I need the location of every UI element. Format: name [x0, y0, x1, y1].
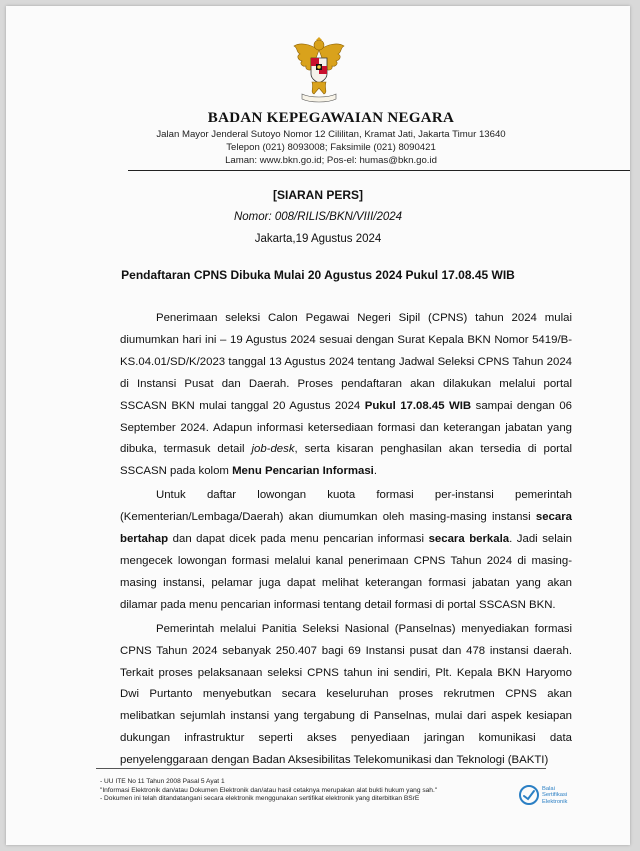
agency-web: Laman: www.bkn.go.id; Pos-el: humas@bkn.go.id — [225, 155, 437, 166]
agency-name: BADAN KEPEGAWAIAN NEGARA — [207, 110, 455, 126]
paragraph-2 — [120, 485, 572, 616]
p2-text: Untuk daftar lowongan kuota formasi per-instansi pemerintah (Kementerian/Lembaga/Daerah) akan diumumkan oleh masing-masing instansi — [120, 489, 572, 524]
footer-signature-note: - Dokumen ini telah ditandatangani secara elektronik menggunakan sertifikat elektronik yang diterbitkan BSrE — [100, 795, 420, 803]
footer-divider — [96, 768, 546, 769]
garuda-emblem-icon — [292, 36, 346, 106]
press-release-date: Jakarta,19 Agustus 2024 — [254, 233, 382, 245]
press-release-title: [SIARAN PERS] — [272, 188, 363, 202]
bsre-icon — [518, 784, 540, 806]
p2-text-3: . Jadi selain mengecek lowongan formasi melalui kanal penerimaan CPNS Tahun 2024 di masing-masing instansi, pelamar juga dapat melihat keterangan formasi jabatan yang akan dilamar pada menu pencarian informasi tentang detail formasi di portal SSCASN BKN. — [120, 533, 572, 611]
p1-text-3: , serta kisaran penghasilan akan tersedia di portal SSCASN pada kolom — [120, 443, 572, 478]
p1-bold-time: Pukul 17.08.45 WIB — [364, 399, 472, 412]
paragraph-1 — [120, 308, 572, 483]
p2-text-2: dan dapat dicek pada menu pencarian informasi — [168, 533, 429, 546]
footer-note — [100, 778, 510, 804]
p1-text: Penerimaan seleksi Calon Pegawai Negeri Sipil (CPNS) tahun 2024 mulai diumumkan hari ini – 19 Agustus 2024 sesuai dengan Surat Kepala BKN Nomor 5419/B-KS.04.01/SD/K/2023 tanggal 13 Agustus 2024 tentang Jadwal Seleksi CPNS Tahun 2024 di Instansi Pusat dan Daerah. Proses pendaftaran akan dilakukan melalui portal SSCASN BKN mulai tanggal 20 Agustus 2024 — [120, 312, 572, 412]
bsre-label: Balai Sertifikasi Elektronik — [542, 786, 568, 805]
p2-bold-bertahap: secara bertahap — [120, 511, 572, 546]
paragraph-3: Pemerintah melalui Panitia Seleksi Nasional (Panselnas) menyediakan formasi CPNS Tahun 2024 sebanyak 250.407 bagi 69 Instansi pusat dan 478 instansi daerah. Terkait proses pelaksanaan seleksi CPNS tahun ini sendiri, Plt. Kepala BKN Haryomo Dwi Purtanto menyebutkan secara keseluruhan proses rekrutmen CPNS akan melibatkan sejumlah instansi yang tergabung di Panselnas, mulai dari aspek kesiapan dukungan infrastruktur seperti akses penyediaan jaringan komunikasi data penyelenggaraan dengan Badan Aksesibilitas Telekomunikasi dan Teknologi (BAKTI) — [120, 622, 572, 767]
agency-phone: Telepon (021) 8093008; Faksimile (021) 8090421 — [226, 142, 436, 153]
agency-address: Jalan Mayor Jenderal Sutoyo Nomor 12 Cililitan, Kramat Jati, Jakarta Timur 13640 — [156, 129, 506, 140]
body-text — [120, 308, 572, 772]
headline: Pendaftaran CPNS Dibuka Mulai 20 Agustus 2024 Pukul 17.08.45 WIB — [121, 268, 515, 282]
footer-law: - UU ITE No 11 Tahun 2008 Pasal 5 Ayat 1 — [100, 778, 225, 785]
footer-quote: "Informasi Elektronik dan/atau Dokumen Elektronik dan/atau hasil cetaknya merupakan alat bukti hukum yang sah." — [100, 786, 438, 794]
bsre-logo — [518, 784, 588, 808]
p2-bold-berkala: secara berkala — [428, 533, 510, 546]
press-release-number: Nomor: 008/RILIS/BKN/VIII/2024 — [233, 211, 403, 223]
p1-text-4: . — [373, 465, 378, 478]
p1-text-2: sampai dengan 06 September 2024. Adapun informasi ketersediaan formasi dan keterangan jabatan yang dibuka, termasuk detail — [120, 399, 572, 456]
header-divider — [128, 170, 630, 171]
p1-italic-jobdesk: job-desk — [251, 443, 295, 456]
document-page — [6, 6, 630, 845]
p1-bold-menu: Menu Pencarian Informasi — [232, 465, 374, 478]
